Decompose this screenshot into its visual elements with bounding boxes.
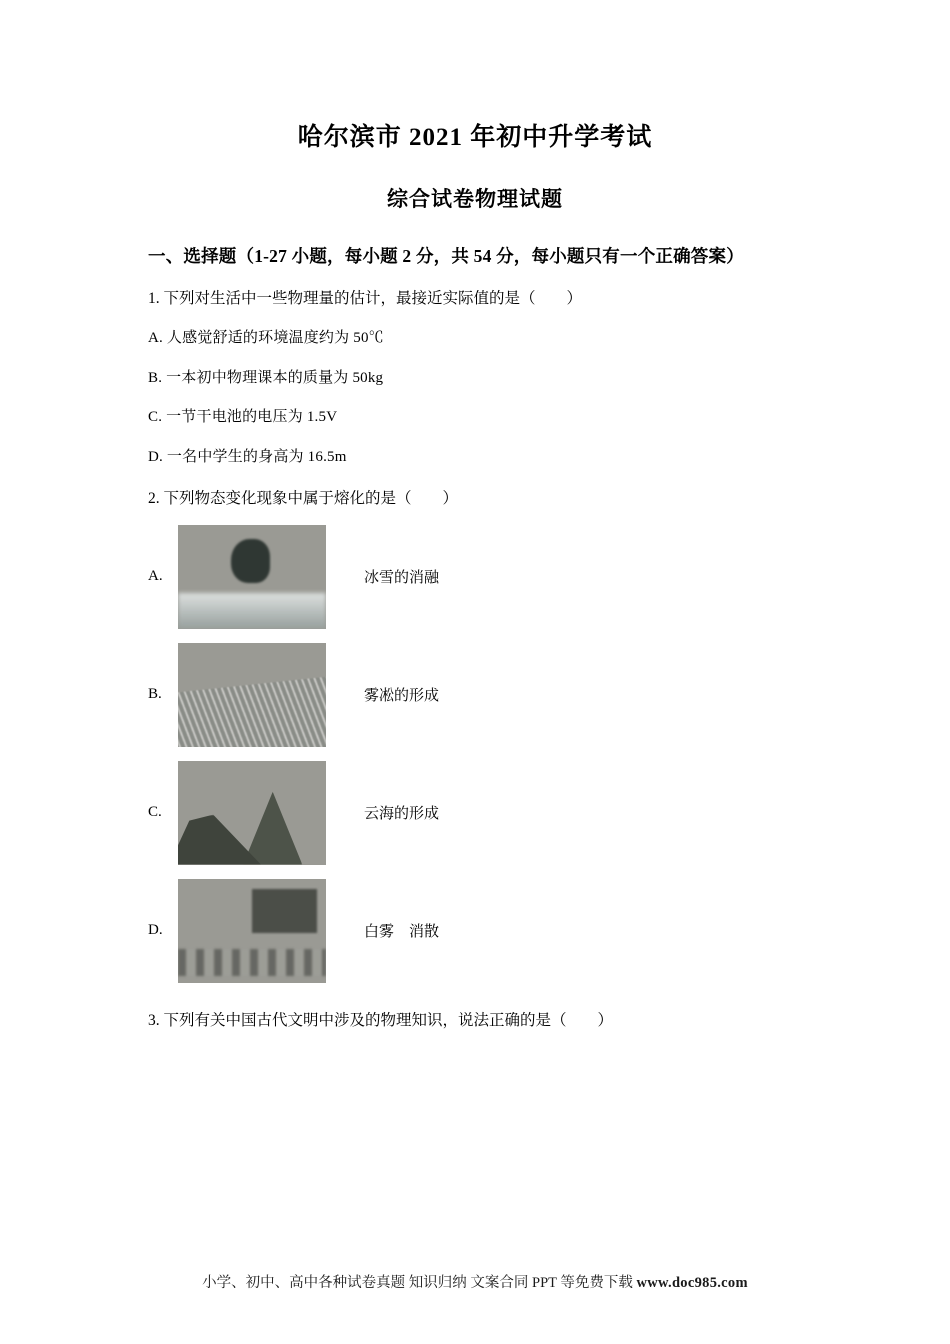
question-2-stem: 2. 下列物态变化现象中属于熔化的是（ ） (148, 490, 459, 508)
title-block (148, 0, 802, 213)
question-2-option-c-caption: 云海的形成 (364, 806, 440, 822)
rime-forming-photo (178, 643, 326, 747)
question-2-option-d-caption: 白雾 消散 (364, 924, 440, 940)
fog-dispersing-photo (178, 879, 326, 983)
footer-site-link[interactable]: www.doc985.com (636, 1275, 748, 1291)
section-heading: 一、选择题（1-27 小题，每小题 2 分，共 54 分，每小题只有一个正确答案） (148, 246, 744, 266)
question-3-stem: 3. 下列有关中国古代文明中涉及的物理知识，说法正确的是（ ） (148, 1011, 614, 1029)
question-2-option-c[interactable] (148, 761, 802, 865)
question-2-option-a[interactable] (148, 525, 802, 629)
question-1-option-a[interactable]: A. 人感觉舒适的环境温度约为 50℃ (148, 330, 384, 347)
question-2-option-d[interactable] (148, 879, 802, 983)
question-1-stem: 1. 下列对生活中一些物理量的估计，最接近实际值的是（ ） (148, 290, 583, 307)
page-subtitle: 综合试卷物理试题 (387, 187, 563, 211)
question-1-option-d[interactable]: D. 一名中学生的身高为 16.5m (148, 448, 347, 465)
question-1-option-c[interactable]: C. 一节干电池的电压为 1.5V (148, 409, 338, 426)
footer (0, 1271, 950, 1292)
question-1-option-b[interactable]: B. 一本初中物理课本的质量为 50kg (148, 369, 384, 386)
cloud-sea-photo (178, 761, 326, 865)
page-title: 哈尔滨市 2021 年初中升学考试 (297, 124, 653, 151)
question-2-option-b-label: B. (148, 686, 162, 702)
question-2-option-b[interactable] (148, 643, 802, 747)
question-2-option-c-label: C. (148, 804, 162, 820)
question-2-option-d-label: D. (148, 922, 163, 938)
question-2-option-a-label: A. (148, 568, 163, 584)
snow-melting-photo (178, 525, 326, 629)
footer-text: 小学、初中、高中各种试卷真题 知识归纳 文案合同 PPT 等免费下载 (202, 1275, 633, 1291)
question-2-option-b-caption: 雾凇的形成 (364, 688, 440, 704)
question-2-option-a-caption: 冰雪的消融 (364, 570, 440, 586)
